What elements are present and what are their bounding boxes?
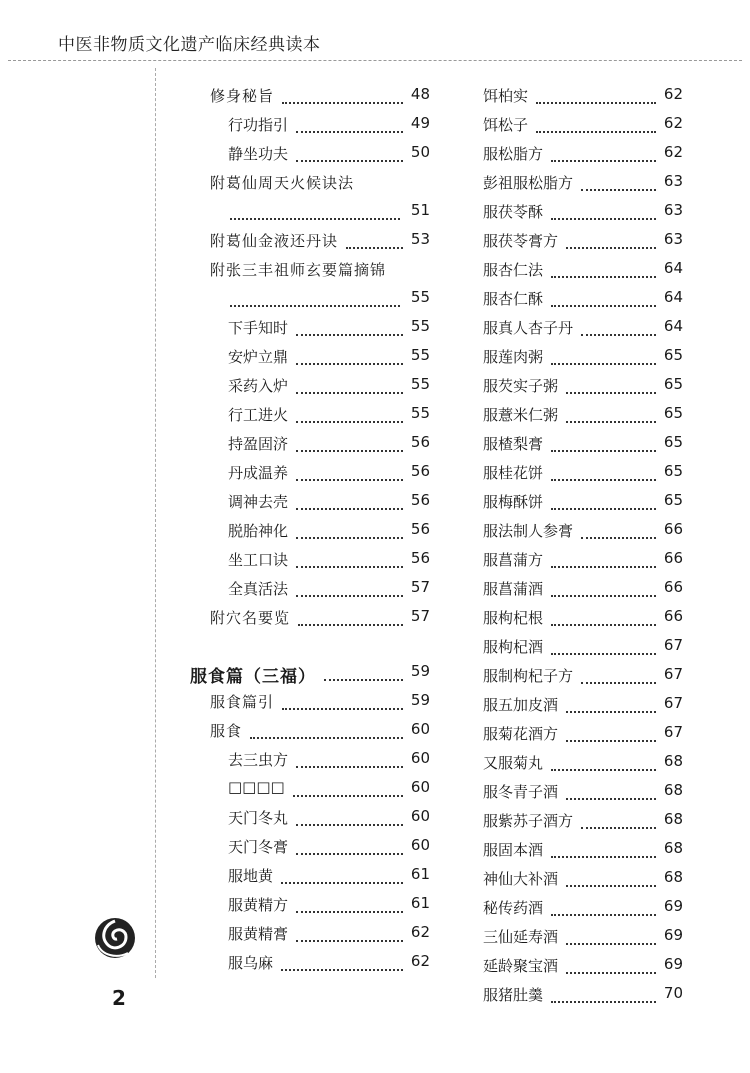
toc-entry-title: 服冬青子酒 (483, 783, 559, 801)
dot-leader (551, 263, 656, 278)
toc-entry[interactable] (483, 544, 683, 573)
toc-entry[interactable] (190, 773, 430, 802)
toc-entry[interactable] (483, 747, 683, 776)
toc-page-number: 56 (410, 433, 430, 451)
toc-entry[interactable] (190, 744, 430, 773)
dot-leader (551, 466, 656, 481)
toc-entry[interactable] (190, 399, 430, 428)
toc-entry[interactable] (483, 660, 683, 689)
toc-page-number: 60 (410, 807, 430, 825)
dot-leader (296, 840, 403, 855)
toc-entry[interactable] (483, 225, 683, 254)
dot-leader (566, 785, 656, 800)
toc-page-number: 69 (663, 955, 683, 973)
toc-entry-title: 饵松子 (483, 116, 529, 134)
dot-leader (551, 988, 656, 1003)
toc-entry[interactable] (483, 341, 683, 370)
toc-page-number: 56 (410, 520, 430, 538)
toc-entry-title: 静坐功夫 (228, 145, 289, 163)
dot-leader (566, 698, 656, 713)
toc-entry[interactable] (483, 631, 683, 660)
toc-entry-title: 行功指引 (228, 116, 289, 134)
toc-page-number: 66 (663, 578, 683, 596)
toc-page-number: 51 (410, 201, 430, 219)
dot-leader (293, 782, 403, 797)
toc-entry-title: 脱胎神化 (228, 522, 289, 540)
toc-entry-title: 服食篇（三福） (190, 667, 316, 687)
toc-entry[interactable] (190, 341, 430, 370)
dot-leader (551, 205, 656, 220)
toc-page-number: 55 (410, 404, 430, 422)
toc-page-number: 65 (663, 375, 683, 393)
dot-leader (296, 437, 403, 452)
toc-page-number: 65 (663, 462, 683, 480)
dot-leader (536, 89, 656, 104)
toc-entry-title: 服桂花饼 (483, 464, 544, 482)
dot-leader (551, 147, 656, 162)
dot-leader (566, 379, 656, 394)
toc-entry[interactable] (190, 312, 430, 341)
toc-entry[interactable] (190, 254, 430, 283)
toc-page-number: 61 (410, 894, 430, 912)
dot-leader (566, 727, 656, 742)
toc-page-number: 56 (410, 491, 430, 509)
toc-entry-title: 服芡实子粥 (483, 377, 559, 395)
dot-leader (230, 205, 400, 220)
header-divider (8, 60, 742, 61)
toc-page-number: 67 (663, 723, 683, 741)
toc-page-number: 63 (663, 172, 683, 190)
toc-entry-title: 服薏米仁粥 (483, 406, 559, 424)
toc-entry[interactable] (190, 715, 430, 744)
toc-entry[interactable] (483, 370, 683, 399)
toc-entry-title: 服制枸杞子方 (483, 667, 574, 685)
dot-leader (581, 321, 656, 336)
dot-leader (551, 553, 656, 568)
section-spacer (190, 631, 430, 657)
toc-entry[interactable] (483, 921, 683, 950)
dot-leader (581, 669, 656, 684)
toc-entry-title: 服菖蒲酒 (483, 580, 544, 598)
toc-entry-title: 秘传药酒 (483, 899, 544, 917)
toc-page-number: 64 (663, 259, 683, 277)
toc-entry-title: 服食篇引 (210, 693, 275, 711)
toc-entry-title: 附葛仙周天火候诀法 (210, 174, 355, 192)
toc-page-number: 63 (663, 201, 683, 219)
dot-leader (551, 611, 656, 626)
dot-leader (551, 640, 656, 655)
toc-entry[interactable] (483, 167, 683, 196)
toc-entry-title: 服杏仁法 (483, 261, 544, 279)
toc-entry[interactable] (190, 802, 430, 831)
toc-page-number: 65 (663, 346, 683, 364)
toc-page-number: 68 (663, 752, 683, 770)
dot-leader (551, 437, 656, 452)
dot-leader (551, 756, 656, 771)
dot-leader (551, 495, 656, 510)
toc-entry[interactable] (190, 80, 430, 109)
dot-leader (551, 350, 656, 365)
toc-entry[interactable] (190, 515, 430, 544)
toc-entry[interactable] (190, 544, 430, 573)
toc-entry-title: 服菊花酒方 (483, 725, 559, 743)
dot-leader (282, 695, 403, 710)
toc-entry[interactable] (483, 863, 683, 892)
toc-entry-title: 服猪肚羹 (483, 986, 544, 1004)
dot-leader (296, 408, 403, 423)
toc-entry-title: 饵柏实 (483, 87, 529, 105)
toc-entry-title: 调神去壳 (228, 493, 289, 511)
dot-leader (296, 524, 403, 539)
toc-page-number: 55 (410, 346, 430, 364)
toc-page-number: 60 (410, 720, 430, 738)
toc-entry[interactable] (483, 196, 683, 225)
toc-entry-title: 修身秘旨 (210, 87, 275, 105)
toc-entry-title: 服杏仁酥 (483, 290, 544, 308)
toc-entry[interactable] (190, 602, 430, 631)
toc-entry-title: 天门冬丸 (228, 809, 289, 827)
toc-page-number: 67 (663, 694, 683, 712)
toc-page-number: 56 (410, 462, 430, 480)
dot-leader (296, 379, 403, 394)
toc-entry[interactable] (483, 602, 683, 631)
toc-page-number: 53 (410, 230, 430, 248)
toc-page-number: 59 (410, 691, 430, 709)
toc-entry[interactable] (190, 283, 430, 312)
toc-page-number: 68 (663, 781, 683, 799)
toc-entry-title: 服枸杞根 (483, 609, 544, 627)
toc-entry-title: 服紫苏子酒方 (483, 812, 574, 830)
toc-entry-title: 服梅酥饼 (483, 493, 544, 511)
toc-page-number: 67 (663, 665, 683, 683)
dot-leader (282, 89, 403, 104)
toc-page-number: 69 (663, 926, 683, 944)
toc-entry[interactable] (483, 283, 683, 312)
toc-entry[interactable] (483, 718, 683, 747)
toc-entry-title: 服松脂方 (483, 145, 544, 163)
dot-leader (296, 321, 403, 336)
dot-leader (566, 234, 656, 249)
toc-page-number: 70 (663, 984, 683, 1002)
toc-page-number: 61 (410, 865, 430, 883)
toc-page-number: 62 (663, 85, 683, 103)
toc-page-number: 63 (663, 230, 683, 248)
toc-entry[interactable] (190, 686, 430, 715)
toc-entry-title: 行工进火 (228, 406, 289, 424)
toc-entry-title: 服黄精方 (228, 896, 289, 914)
toc-page-number: 60 (410, 778, 430, 796)
dot-leader (346, 234, 403, 249)
toc-entry[interactable] (483, 892, 683, 921)
dot-leader (296, 118, 403, 133)
toc-page-number: 66 (663, 520, 683, 538)
dot-leader (581, 814, 656, 829)
toc-page-number: 50 (410, 143, 430, 161)
toc-entry[interactable] (483, 109, 683, 138)
toc-page-number: 55 (410, 288, 430, 306)
toc-right-column (483, 80, 683, 1008)
toc-entry[interactable] (190, 167, 430, 196)
dot-leader (296, 811, 403, 826)
toc-entry-title: 神仙大补酒 (483, 870, 559, 888)
toc-entry[interactable] (190, 428, 430, 457)
toc-entry[interactable] (483, 834, 683, 863)
toc-entry[interactable] (483, 428, 683, 457)
dot-leader (536, 118, 656, 133)
toc-entry-title: 彭祖服松脂方 (483, 174, 574, 192)
dot-leader (566, 408, 656, 423)
toc-entry-title: 安炉立鼎 (228, 348, 289, 366)
toc-entry-title: 服固本酒 (483, 841, 544, 859)
page-number: 2 (112, 986, 126, 1010)
dot-leader (581, 176, 656, 191)
dot-leader (566, 930, 656, 945)
toc-page-number: 48 (410, 85, 430, 103)
toc-entry[interactable] (483, 254, 683, 283)
dot-leader (230, 292, 400, 307)
toc-page-number: 66 (663, 607, 683, 625)
toc-entry[interactable] (190, 831, 430, 860)
dot-leader (296, 495, 403, 510)
toc-entry[interactable] (190, 486, 430, 515)
toc-page-number: 62 (410, 952, 430, 970)
toc-entry-title: 采药入炉 (228, 377, 289, 395)
dot-leader (324, 666, 403, 681)
toc-entry-title: 服莲肉粥 (483, 348, 544, 366)
toc-page-number: 49 (410, 114, 430, 132)
dot-leader (281, 869, 403, 884)
toc-entry-title: 服楂梨膏 (483, 435, 544, 453)
dot-leader (298, 611, 403, 626)
toc-page-number: 55 (410, 375, 430, 393)
toc-entry[interactable] (190, 225, 430, 254)
toc-page-number: 67 (663, 636, 683, 654)
dot-leader (296, 350, 403, 365)
toc-entry[interactable] (190, 457, 430, 486)
toc-entry-title: □□□□ (228, 778, 285, 796)
dot-leader (551, 901, 656, 916)
toc-entry[interactable] (190, 138, 430, 167)
toc-entry-title: 坐工口诀 (228, 551, 289, 569)
toc-page-number: 65 (663, 491, 683, 509)
toc-entry-title: 延龄聚宝酒 (483, 957, 559, 975)
toc-entry[interactable] (483, 80, 683, 109)
toc-entry[interactable] (483, 805, 683, 834)
toc-entry-title: 丹成温养 (228, 464, 289, 482)
toc-page-number: 56 (410, 549, 430, 567)
toc-entry-title: 服五加皮酒 (483, 696, 559, 714)
toc-entry-title: 三仙延寿酒 (483, 928, 559, 946)
toc-entry[interactable] (483, 950, 683, 979)
dot-leader (296, 582, 403, 597)
toc-entry-title: 服菖蒲方 (483, 551, 544, 569)
toc-entry-title: 附穴名要览 (210, 609, 291, 627)
toc-entry-title: 服食 (210, 722, 243, 740)
toc-entry-title: 服黄精膏 (228, 925, 289, 943)
toc-entry-title: 天门冬膏 (228, 838, 289, 856)
toc-page-number: 55 (410, 317, 430, 335)
toc-entry[interactable] (483, 486, 683, 515)
toc-entry[interactable] (190, 860, 430, 889)
toc-entry-title: 又服菊丸 (483, 754, 544, 772)
toc-entry-title: 持盈固济 (228, 435, 289, 453)
dot-leader (296, 466, 403, 481)
toc-entry-title: 附葛仙金液还丹诀 (210, 232, 339, 250)
toc-entry[interactable] (190, 918, 430, 947)
dot-leader (551, 292, 656, 307)
swirl-emblem-icon (92, 915, 138, 961)
dot-leader (566, 959, 656, 974)
toc-page-number: 66 (663, 549, 683, 567)
toc-page-number: 64 (663, 317, 683, 335)
toc-page-number: 68 (663, 810, 683, 828)
toc-page-number: 62 (410, 923, 430, 941)
toc-entry[interactable] (483, 399, 683, 428)
running-header: 中医非物质文化遗产临床经典读本 (58, 35, 321, 55)
toc-entry-title: 服法制人参膏 (483, 522, 574, 540)
toc-entry[interactable] (483, 573, 683, 602)
toc-page-number: 60 (410, 836, 430, 854)
toc-page-number: 68 (663, 839, 683, 857)
toc-entry-title: 服枸杞酒 (483, 638, 544, 656)
toc-entry-title: 服真人杏子丹 (483, 319, 574, 337)
toc-entry-title: 全真活法 (228, 580, 289, 598)
toc-page-number: 59 (410, 662, 430, 680)
toc-page-number: 65 (663, 433, 683, 451)
toc-page-number: 62 (663, 143, 683, 161)
toc-entry[interactable] (190, 573, 430, 602)
dot-leader (250, 724, 403, 739)
toc-entry[interactable] (190, 889, 430, 918)
toc-entry[interactable] (483, 515, 683, 544)
toc-entry-title: 下手知时 (228, 319, 289, 337)
toc-page-number: 64 (663, 288, 683, 306)
toc-entry-title: 附张三丰祖师玄要篇摘锦 (210, 261, 387, 279)
dot-leader (281, 956, 403, 971)
toc-page-number: 65 (663, 404, 683, 422)
margin-divider (155, 68, 156, 978)
toc-entry[interactable] (483, 689, 683, 718)
toc-entry-title: 服地黄 (228, 867, 274, 885)
toc-entry[interactable] (190, 947, 430, 976)
toc-entry-title: 去三虫方 (228, 751, 289, 769)
toc-entry-title: 服茯苓酥 (483, 203, 544, 221)
toc-entry[interactable] (483, 312, 683, 341)
toc-page-number: 68 (663, 868, 683, 886)
dot-leader (296, 753, 403, 768)
toc-page-number: 69 (663, 897, 683, 915)
dot-leader (566, 872, 656, 887)
toc-entry-title: 服乌麻 (228, 954, 274, 972)
toc-page-number: 57 (410, 578, 430, 596)
toc-entry-title: 服茯苓膏方 (483, 232, 559, 250)
dot-leader (551, 582, 656, 597)
toc-page-number: 60 (410, 749, 430, 767)
toc-entry[interactable] (190, 370, 430, 399)
dot-leader (296, 898, 403, 913)
dot-leader (296, 553, 403, 568)
toc-section-heading[interactable] (190, 657, 430, 686)
toc-entry[interactable] (190, 109, 430, 138)
toc-entry[interactable] (483, 457, 683, 486)
toc-entry[interactable] (483, 138, 683, 167)
toc-page-number: 62 (663, 114, 683, 132)
toc-page-number: 57 (410, 607, 430, 625)
toc-entry[interactable] (483, 979, 683, 1008)
toc-entry[interactable] (190, 196, 430, 225)
dot-leader (551, 843, 656, 858)
toc-left-column (190, 80, 430, 976)
dot-leader (296, 147, 403, 162)
toc-entry[interactable] (483, 776, 683, 805)
dot-leader (581, 524, 656, 539)
dot-leader (296, 927, 403, 942)
